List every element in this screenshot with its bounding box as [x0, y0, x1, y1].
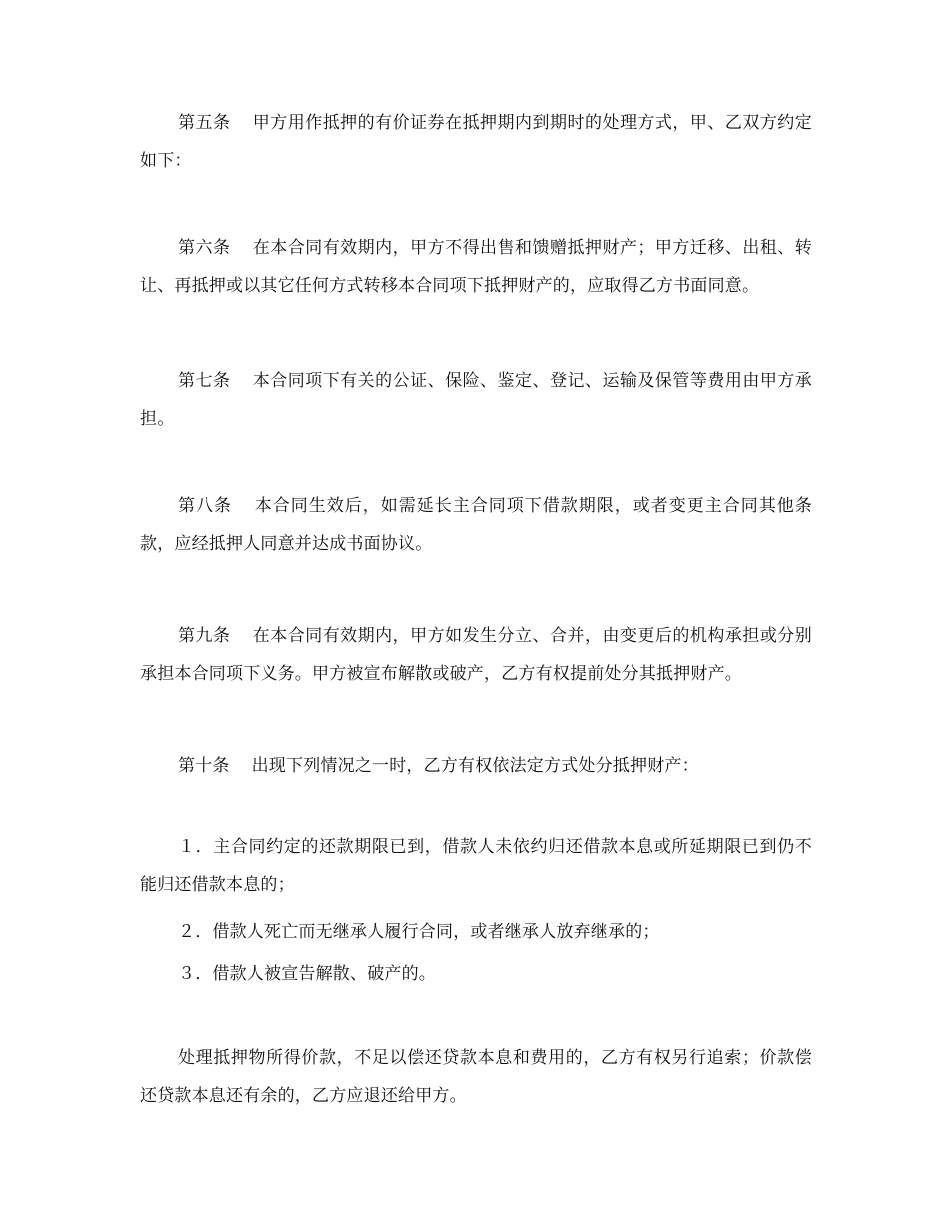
list-item-1 — [140, 828, 812, 904]
clause-8-text: 本合同生效后，如需延长主合同项下借款期限，或者变更主合同其他条款，应经抵押人同意并达成书面协议。 — [140, 496, 812, 554]
closing-paragraph — [140, 1039, 812, 1115]
clause-9-text: 在本合同有效期内，甲方如发生分立、合并，由变更后的机构承担或分别承担本合同项下义务。甲方被宣布解散或破产，乙方有权提前处分其抵押财产。 — [140, 626, 812, 684]
clause-6-label: 第六条 — [178, 238, 231, 258]
clause-5 — [140, 104, 812, 180]
list-item-2 — [140, 913, 812, 951]
list-item-2-number: ２． — [178, 922, 213, 942]
list-item-3-number: ３． — [178, 964, 213, 984]
clause-7-label: 第七条 — [178, 371, 231, 391]
clause-7-text: 本合同项下有关的公证、保险、鉴定、登记、运输及保管等费用由甲方承担。 — [140, 371, 812, 429]
list-item-3-text: 借款人被宣告解散、破产的。 — [212, 964, 437, 984]
closing-text: 处理抵押物所得价款，不足以偿还贷款本息和费用的，乙方有权另行追索；价款偿还贷款本息还有余的，乙方应退还给甲方。 — [140, 1048, 812, 1106]
clause-8-label: 第八条 — [178, 496, 232, 516]
list-item-1-text: 主合同约定的还款期限已到，借款人未依约归还借款本息或所延期限已到仍不能归还借款本息的； — [140, 837, 812, 895]
clause-9 — [140, 617, 812, 693]
clause-10-label: 第十条 — [178, 756, 230, 776]
clause-10 — [140, 747, 812, 785]
clause-6 — [140, 229, 812, 305]
list-item-2-text: 借款人死亡而无继承人履行合同，或者继承人放弃继承的； — [212, 922, 660, 942]
clause-10-text: 出现下列情况之一时，乙方有权依法定方式处分抵押财产： — [251, 756, 699, 776]
clause-5-text: 甲方用作抵押的有价证券在抵押期内到期时的处理方式，甲、乙双方约定如下： — [140, 113, 812, 171]
list-item-3 — [140, 955, 812, 993]
clause-6-text: 在本合同有效期内，甲方不得出售和馈赠抵押财产；甲方迁移、出租、转让、再抵押或以其它任何方式转移本合同项下抵押财产的，应取得乙方书面同意。 — [140, 238, 812, 296]
clause-9-label: 第九条 — [178, 626, 231, 646]
clause-8 — [140, 487, 812, 563]
clause-7 — [140, 362, 812, 438]
clause-5-label: 第五条 — [178, 113, 231, 133]
list-item-1-number: １． — [178, 837, 214, 857]
